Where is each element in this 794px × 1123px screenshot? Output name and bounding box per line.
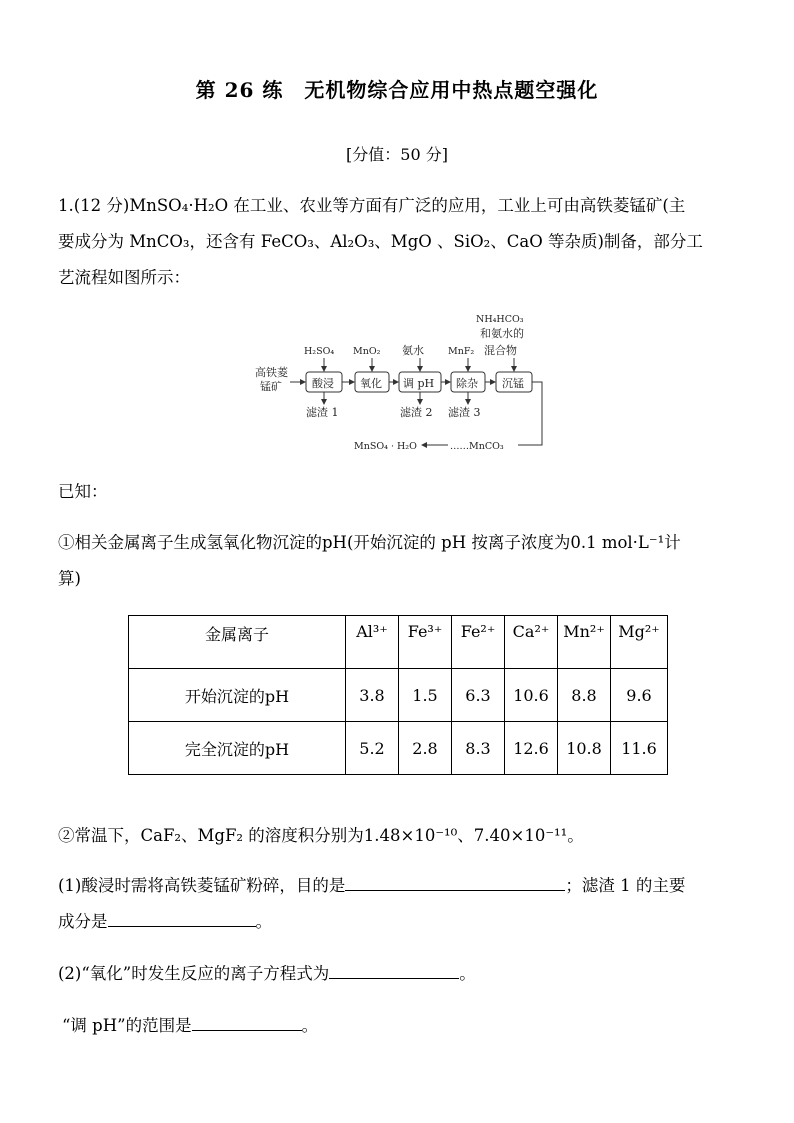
flow-step-5: 沉锰	[502, 377, 524, 390]
flow-reagent-2: MnO₂	[353, 346, 381, 357]
table-cell: 8.8	[558, 669, 611, 722]
flow-start-line-2: 锰矿	[260, 380, 282, 393]
sub-question-1	[58, 868, 738, 940]
sub-question-3-end: 。	[301, 1016, 319, 1035]
table-row-label: 完全沉淀的pH	[129, 722, 346, 775]
table-header-row	[129, 616, 668, 669]
table-cell: 12.6	[505, 722, 558, 775]
table-row	[129, 669, 668, 722]
precipitation-ph-table	[128, 615, 668, 775]
flow-step-1: 酸浸	[312, 377, 334, 390]
table-cell: 10.6	[505, 669, 558, 722]
page-title: 第 26 练 无机物综合应用中热点题空强化	[195, 78, 599, 102]
table-ion-al: Al³⁺	[346, 616, 399, 669]
flow-step-4: 除杂	[456, 377, 478, 390]
answer-blank-1[interactable]	[345, 872, 565, 891]
sub-question-3-text: “调 pH”的范围是	[62, 1016, 192, 1035]
sub-question-2	[58, 956, 738, 992]
table-cell: 10.8	[558, 722, 611, 775]
sub-question-1-end: 。	[255, 912, 272, 931]
question-1-line-1: 1.(12 分)MnSO₄·H₂O 在工业、农业等方面有广泛的应用，工业上可由高铁菱锰矿(主	[58, 196, 686, 215]
question-1-intro	[58, 188, 738, 296]
table-ion-fe3: Fe³⁺	[399, 616, 452, 669]
known-1-line-2: 算)	[58, 569, 81, 588]
table-row	[129, 722, 668, 775]
flow-reagent-3: 氨水	[402, 344, 424, 357]
sub-question-2-end: 。	[459, 964, 476, 983]
table-ion-fe2: Fe²⁺	[452, 616, 505, 669]
table-cell: 3.8	[346, 669, 399, 722]
table-cell: 11.6	[611, 722, 668, 775]
question-1-line-3: 艺流程如图所示：	[58, 268, 190, 287]
flow-reagent-4: MnF₂	[448, 346, 475, 357]
table-cell: 5.2	[346, 722, 399, 775]
flow-step-2: 氧化	[360, 377, 382, 390]
answer-blank-2[interactable]	[108, 908, 256, 927]
known-label: 已知：	[58, 482, 108, 501]
table-cell: 1.5	[399, 669, 452, 722]
sub-question-1-text-3: 成分是	[58, 912, 108, 931]
process-flow-diagram	[250, 308, 550, 458]
flow-reagent-1: H₂SO₄	[304, 346, 335, 357]
table-header-label: 金属离子	[129, 616, 346, 669]
flow-residue-3: 滤渣 3	[448, 406, 481, 419]
flow-final-product: MnSO₄ · H₂O	[354, 441, 417, 452]
table-cell: 2.8	[399, 722, 452, 775]
question-1-line-2: 要成分为 MnCO₃，还含有 FeCO₃、Al₂O₃、MgO 、SiO₂、CaO 等杂质)制备，部分工	[58, 232, 703, 251]
flow-residue-2: 滤渣 2	[400, 406, 433, 419]
sub-question-2-text: (2)“氧化”时发生反应的离子方程式为	[58, 964, 330, 983]
table-ion-ca: Ca²⁺	[505, 616, 558, 669]
flow-start-line-1: 高铁菱	[255, 366, 288, 379]
table-cell: 6.3	[452, 669, 505, 722]
answer-blank-4[interactable]	[192, 1012, 302, 1031]
sub-question-1-text-2: ；滤渣 1 的主要	[565, 876, 686, 895]
flow-mix-line-2: 和氨水的	[480, 327, 524, 340]
flow-mix-line-1: NH₄HCO₃	[476, 314, 524, 325]
sub-question-3	[62, 1008, 742, 1044]
table-cell: 8.3	[452, 722, 505, 775]
table-row-label: 开始沉淀的pH	[129, 669, 346, 722]
flow-residue-1: 滤渣 1	[306, 406, 339, 419]
known-1-line-1: ①相关金属离子生成氢氧化物沉淀的pH(开始沉淀的 pH 按离子浓度为0.1 mol·L⁻¹计	[58, 533, 681, 552]
table-ion-mg: Mg²⁺	[611, 616, 668, 669]
flow-mix-line-3: 混合物	[484, 344, 517, 357]
flow-intermediate: ……MnCO₃	[450, 441, 504, 452]
sub-question-1-text-1: (1)酸浸时需将高铁菱锰矿粉碎，目的是	[58, 876, 346, 895]
answer-blank-3[interactable]	[329, 960, 459, 979]
known-2: ②常温下，CaF₂、MgF₂ 的溶度积分别为1.48×10⁻¹⁰、7.40×10⁻¹¹。	[58, 826, 584, 845]
score-label: [分值：50 分]	[346, 145, 448, 164]
known-1	[58, 525, 738, 597]
table-cell: 9.6	[611, 669, 668, 722]
flow-step-3: 调 pH	[403, 377, 435, 390]
table-ion-mn: Mn²⁺	[558, 616, 611, 669]
